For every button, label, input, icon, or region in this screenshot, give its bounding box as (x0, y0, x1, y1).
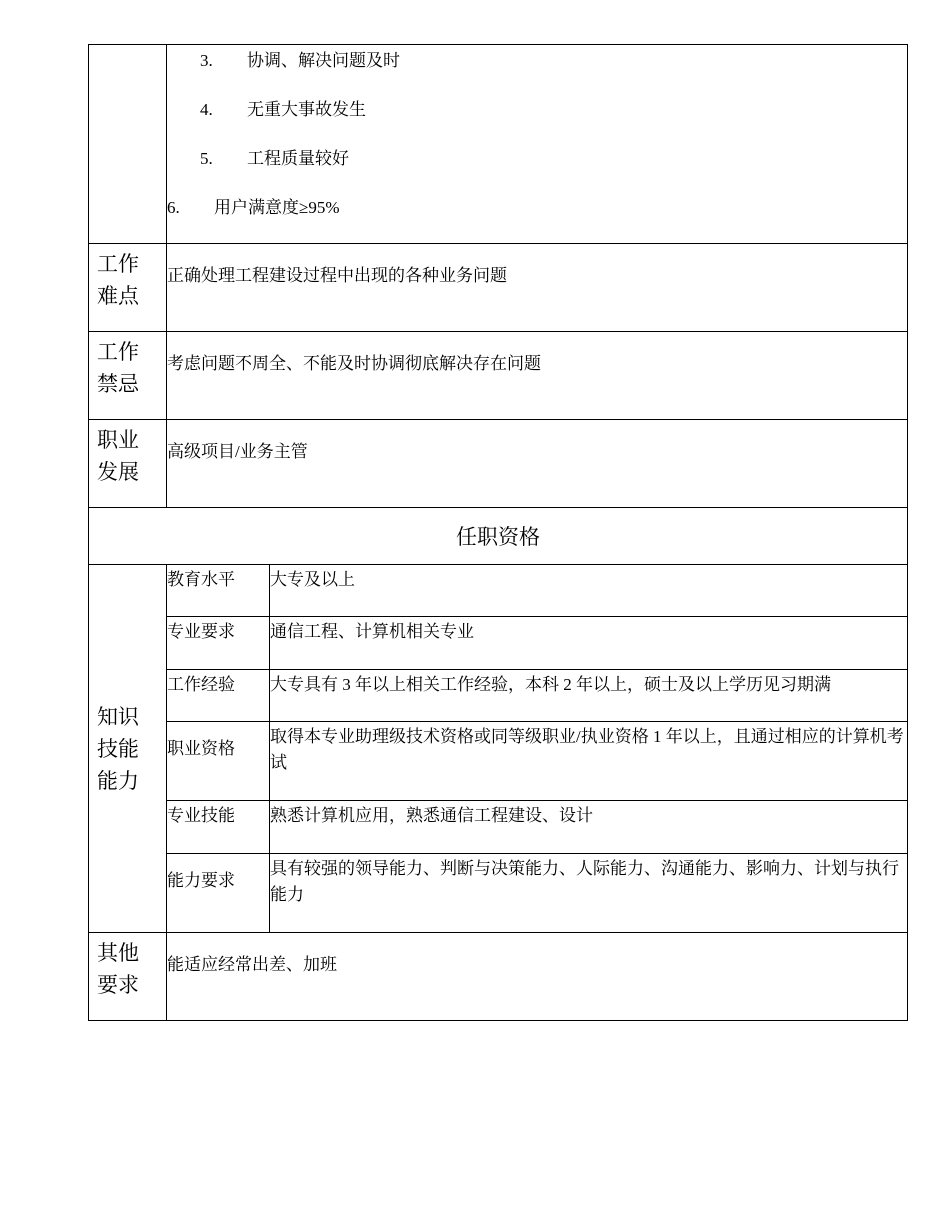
major-value: 通信工程、计算机相关专业 (270, 617, 908, 670)
taboo-label: 工作 禁忌 (89, 332, 167, 420)
major-label: 专业要求 (167, 617, 270, 670)
knowledge-row (89, 722, 908, 801)
experience-label: 工作经验 (167, 670, 270, 722)
knowledge-row (89, 854, 908, 933)
difficulty-row (89, 244, 908, 332)
knowledge-label: 知识 技能 能力 (89, 565, 167, 933)
list-item: 6. 用户满意度≥95% (167, 198, 340, 217)
knowledge-row (89, 565, 908, 617)
performance-row (89, 45, 908, 244)
difficulty-label: 工作 难点 (89, 244, 167, 332)
list-item: 4. 无重大事故发生 (200, 100, 366, 119)
skills-value: 熟悉计算机应用，熟悉通信工程建设、设计 (270, 801, 908, 854)
performance-label-cell (89, 45, 167, 244)
list-item: 5. 工程质量较好 (200, 149, 349, 168)
career-text: 高级项目/业务主管 (167, 420, 908, 508)
career-row (89, 420, 908, 508)
qualification-header: 任职资格 (89, 508, 908, 565)
taboo-row (89, 332, 908, 420)
knowledge-row (89, 617, 908, 670)
education-label: 教育水平 (167, 565, 270, 617)
list-item: 3. 协调、解决问题及时 (200, 51, 400, 70)
other-label: 其他 要求 (89, 933, 167, 1021)
job-description-table (88, 44, 908, 1021)
experience-value: 大专具有 3 年以上相关工作经验，本科 2 年以上，硕士及以上学历见习期满 (270, 670, 908, 722)
performance-list (167, 45, 908, 244)
qualification-header-row (89, 508, 908, 565)
career-label: 职业 发展 (89, 420, 167, 508)
skills-label: 专业技能 (167, 801, 270, 854)
education-value: 大专及以上 (270, 565, 908, 617)
knowledge-row (89, 801, 908, 854)
ability-value: 具有较强的领导能力、判断与决策能力、人际能力、沟通能力、影响力、计划与执行能力 (270, 854, 908, 933)
other-row (89, 933, 908, 1021)
difficulty-text: 正确处理工程建设过程中出现的各种业务问题 (167, 244, 908, 332)
knowledge-row (89, 670, 908, 722)
other-text: 能适应经常出差、加班 (167, 933, 908, 1021)
taboo-text: 考虑问题不周全、不能及时协调彻底解决存在问题 (167, 332, 908, 420)
ability-label: 能力要求 (167, 854, 270, 933)
certification-label: 职业资格 (167, 722, 270, 801)
certification-value: 取得本专业助理级技术资格或同等级职业/执业资格 1 年以上，且通过相应的计算机考试 (270, 722, 908, 801)
